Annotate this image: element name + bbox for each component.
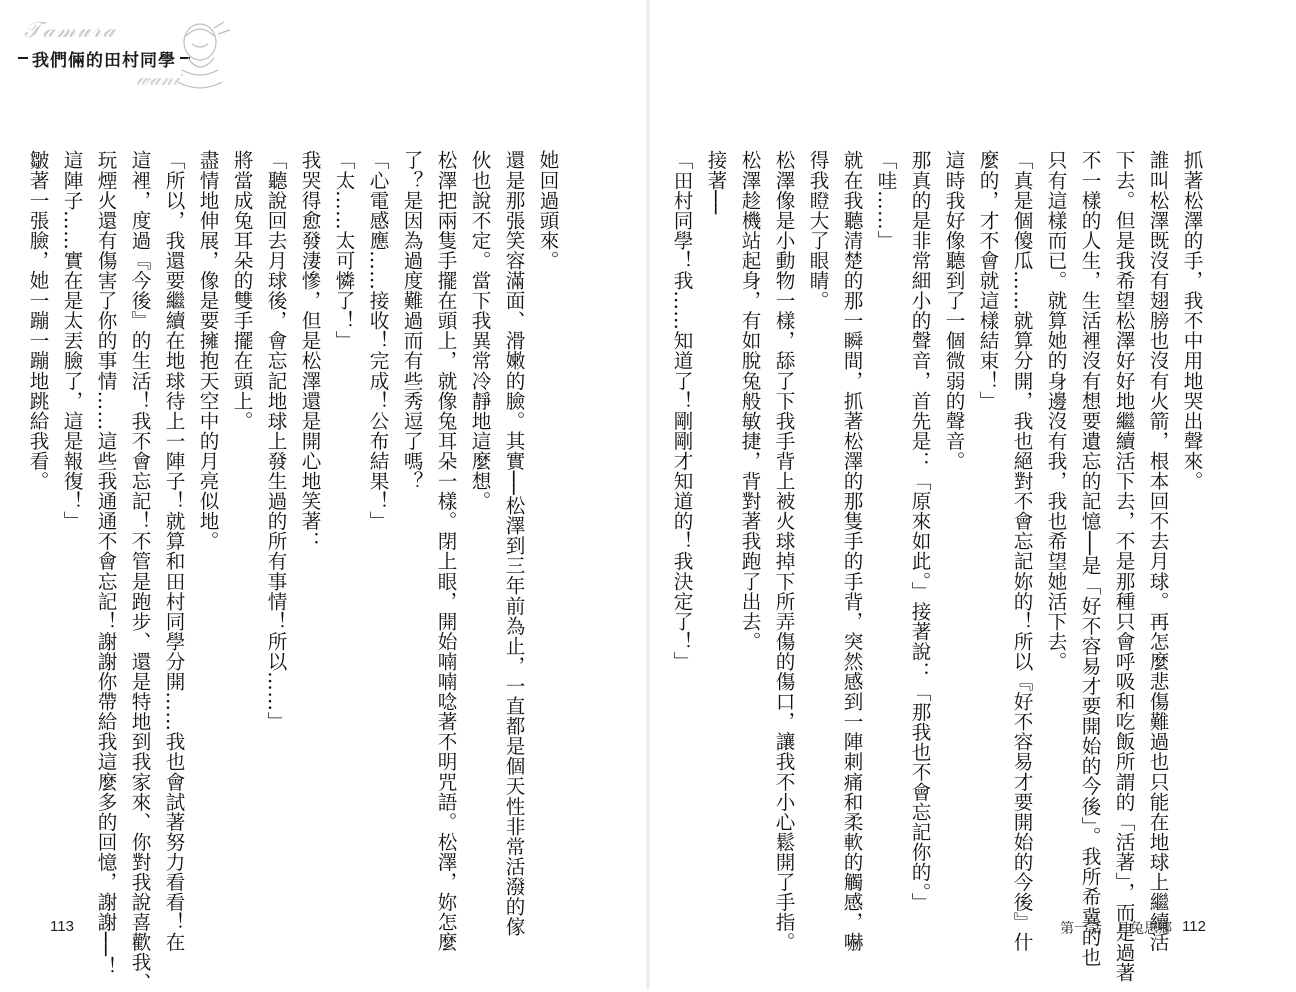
text-column: 「聽說回去月球後，會忘記地球上發生過的所有事情！所以……」: [264, 150, 287, 732]
text-column: 這陣子……實在是太丟臉了，這是報復！」: [60, 150, 83, 531]
running-head: 第一話 月兔思鄉: [1060, 921, 1172, 937]
page-number: 113: [50, 918, 74, 935]
text-column: 「哇……」: [874, 150, 897, 251]
text-column: 下去。但是我希望松澤好好地繼續活下去，不是那種只會呼吸和吃飯所謂的「活著」，而是過著: [1112, 150, 1135, 983]
right-page: [650, 0, 1296, 989]
text-column: 這時我好像聽到了一個微弱的聲音。: [942, 150, 965, 471]
text-column: 誰叫松澤既沒有翅膀也沒有火箭，根本回不去月球。再怎麼悲傷難過也只能在地球上繼續活: [1146, 150, 1169, 952]
text-column: 松澤像是小動物一樣，舔了下我手背上被火球掉下所弄傷的傷口，讓我不小心鬆開了手指。: [772, 150, 795, 952]
text-column: 盡情地伸展，像是要擁抱天空中的月亮似地。: [196, 150, 219, 551]
text-column: 只有這樣而已。就算她的身邊沒有我，我也希望她活下去。: [1044, 150, 1067, 672]
text-column: 麼的，才不會就這樣結束！」: [976, 150, 999, 411]
text-column: 「所以，我還要繼續在地球待上一陣子！就算和田村同學分開……我也會試著努力看看！在: [162, 150, 185, 952]
text-column: 這裡，度過『今後』的生活！我不會忘記！不管是跑步、還是特地到我家來、你對我說喜歡我、: [128, 150, 151, 992]
text-column: 將當成兔耳朵的雙手擺在頭上。: [230, 150, 253, 431]
text-column: 松澤趁機站起身，有如脫兔般敏捷，背對著我跑了出去。: [738, 150, 761, 652]
text-column: 玩煙火還有傷害了你的事情……這些我通通不會忘記！謝謝你帶給我這麼多的回憶，謝謝──！: [94, 150, 117, 977]
text-column: 松澤把兩隻手擺在頭上，就像兔耳朵一樣。閉上眼，開始喃喃唸著不明咒語。松澤，妳怎麼: [434, 150, 457, 952]
text-column: 就在我聽清楚的那一瞬間，抓著松澤的那隻手的手背，突然感到一陣刺痛和柔軟的觸感，嚇: [840, 150, 863, 952]
text-column: 她回過頭來。: [536, 150, 559, 271]
text-column: 接著──: [704, 150, 727, 215]
text-column: 「心電感應……接收！完成！公布結果！」: [366, 150, 389, 531]
text-column: 「田村同學！我……知道了！剛剛才知道的！我決定了！」: [670, 150, 693, 672]
page-number: 112: [1182, 918, 1206, 935]
text-column: 那真的是非常細小的聲音，首先是：「原來如此。」接著說：「那我也不會忘記你的。」: [908, 150, 931, 913]
header-ghost-text: 𝒯𝒶𝓂𝓊𝓇𝒶: [24, 18, 118, 43]
text-column: 「太……太可憐了！」: [332, 150, 355, 351]
book-title-text: 我們倆的田村同學: [32, 50, 176, 71]
text-column: 我哭得愈發淒慘，但是松澤還是開心地笑著：: [298, 150, 321, 551]
left-page: [0, 0, 646, 992]
text-column: 得我瞪大了眼睛。: [806, 150, 829, 311]
text-column: 還是那張笑容滿面、滑嫩的臉。其實──松澤到三年前為止，一直都是個天性非常活潑的傢: [502, 150, 525, 937]
text-column: 不一樣的人生，生活裡沒有想要遺忘的記憶──是「好不容易才要開始的今後」。我所希冀的也: [1078, 150, 1101, 967]
text-column: 抓著松澤的手，我不中用地哭出聲來。: [1180, 150, 1203, 491]
text-column: 「真是個傻瓜……就算分開，我也絕對不會忘記妳的！所以『好不容易才要開始的今後』什: [1010, 150, 1033, 952]
text-column: 皺著一張臉，她一蹦一蹦地跳給我看。: [26, 150, 49, 491]
header-ghost-script: 𝓌𝒶𝓃𝒾: [136, 66, 180, 90]
text-column: 了？是因為過度難過而有些秀逗了嗎？: [400, 150, 423, 491]
text-column: 伙也說不定。當下我異常冷靜地這麼想。: [468, 150, 491, 511]
